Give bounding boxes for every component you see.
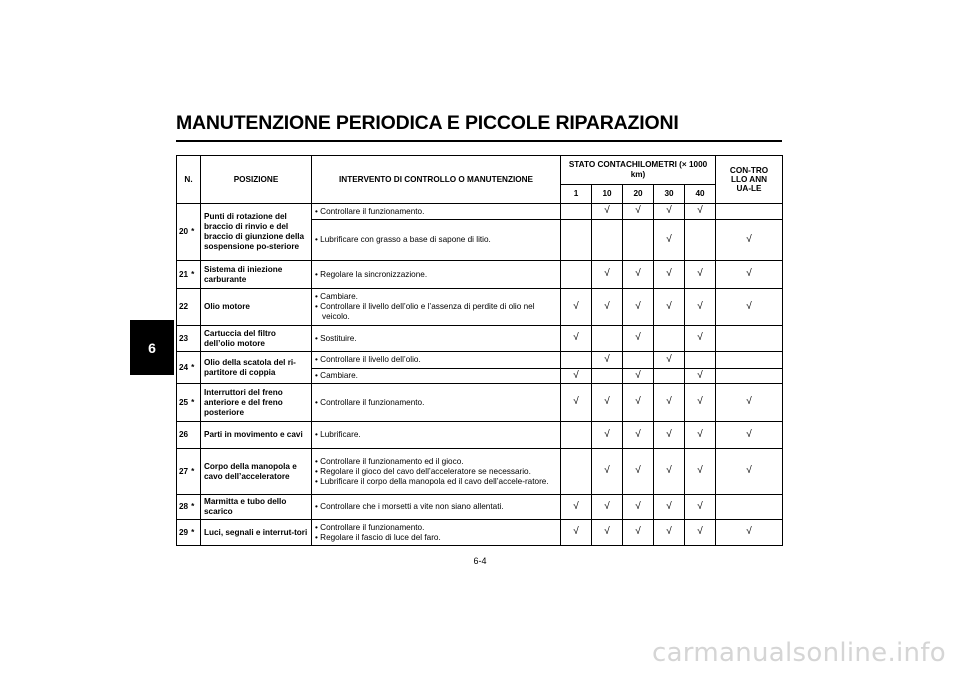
check-cell-km-1 bbox=[561, 369, 592, 384]
watermark: carmanualsonline.info bbox=[651, 638, 946, 668]
page-title: MANUTENZIONE PERIODICA E PICCOLE RIPARAZIONI bbox=[176, 112, 679, 134]
check-mark: √ bbox=[666, 268, 672, 280]
row-position: Sistema di iniezione carburante bbox=[201, 261, 312, 289]
table-row bbox=[177, 326, 783, 352]
header-annual-label: CON-TROLLO ANNUA-LE bbox=[729, 165, 769, 193]
check-cell-km-1 bbox=[561, 352, 592, 369]
check-mark: √ bbox=[666, 396, 672, 408]
check-cell-km-40 bbox=[685, 520, 716, 546]
table-row bbox=[177, 289, 783, 326]
row-number bbox=[177, 449, 201, 495]
intervention-list bbox=[315, 523, 557, 543]
check-cell-km-30 bbox=[654, 422, 685, 449]
check-cell-km-10 bbox=[592, 520, 623, 546]
row-number-label: 22 bbox=[179, 302, 189, 311]
check-mark: √ bbox=[666, 500, 672, 512]
row-intervention bbox=[312, 449, 561, 495]
check-cell-km-10 bbox=[592, 369, 623, 384]
check-mark: √ bbox=[746, 428, 752, 440]
check-cell-km-30 bbox=[654, 289, 685, 326]
intervention-item: • Controllare che i morsetti a vite non siano allentati. bbox=[315, 502, 557, 512]
check-cell-km-40 bbox=[685, 384, 716, 422]
check-cell-km-1 bbox=[561, 422, 592, 449]
row-intervention bbox=[312, 204, 561, 220]
row-intervention bbox=[312, 220, 561, 261]
check-mark: √ bbox=[635, 526, 641, 538]
check-mark: √ bbox=[635, 205, 641, 217]
row-intervention bbox=[312, 261, 561, 289]
header-posizione: POSIZIONE bbox=[201, 156, 312, 204]
row-star-marker: * bbox=[191, 397, 195, 407]
row-number-label: 29 bbox=[179, 527, 189, 537]
table-row bbox=[177, 449, 783, 495]
header-km-30: 30 bbox=[654, 185, 685, 204]
row-number bbox=[177, 261, 201, 289]
check-cell-km-20 bbox=[623, 220, 654, 261]
check-cell-km-1 bbox=[561, 449, 592, 495]
intervention-list bbox=[315, 502, 557, 512]
table-row bbox=[177, 422, 783, 449]
chapter-tab: 6 bbox=[130, 320, 174, 375]
row-position: Olio della scatola del ri-partitore di coppia bbox=[201, 352, 312, 384]
check-cell-annual bbox=[716, 520, 783, 546]
row-position: Olio motore bbox=[201, 289, 312, 326]
row-position: Parti in movimento e cavi bbox=[201, 422, 312, 449]
check-mark: √ bbox=[746, 268, 752, 280]
check-cell-km-40 bbox=[685, 261, 716, 289]
header-intervento: INTERVENTO DI CONTROLLO O MANUTENZIONE bbox=[312, 156, 561, 204]
check-mark: √ bbox=[573, 300, 579, 312]
intervention-item: • Lubrificare il corpo della manopola ed il cavo dell’accele-ratore. bbox=[315, 477, 557, 487]
table-row bbox=[177, 520, 783, 546]
check-mark: √ bbox=[604, 300, 610, 312]
row-star-marker: * bbox=[191, 502, 195, 511]
check-cell-km-20 bbox=[623, 352, 654, 369]
check-mark: √ bbox=[697, 205, 703, 217]
intervention-list bbox=[315, 334, 557, 344]
check-mark: √ bbox=[746, 300, 752, 312]
check-cell-km-10 bbox=[592, 326, 623, 352]
check-mark: √ bbox=[666, 353, 672, 365]
check-mark: √ bbox=[604, 205, 610, 217]
row-number-label: 25 bbox=[179, 397, 189, 407]
intervention-item: • Controllare il livello dell’olio e l’assenza di perdite di olio nel veicolo. bbox=[315, 302, 557, 322]
check-mark: √ bbox=[697, 332, 703, 344]
row-position: Interruttori del freno anteriore e del freno posteriore bbox=[201, 384, 312, 422]
check-cell-km-20 bbox=[623, 326, 654, 352]
check-mark: √ bbox=[635, 268, 641, 280]
header-stato: STATO CONTACHILOMETRI (× 1000 km) bbox=[561, 156, 716, 185]
check-mark: √ bbox=[666, 233, 672, 245]
check-cell-annual bbox=[716, 326, 783, 352]
intervention-list bbox=[315, 235, 557, 245]
check-mark: √ bbox=[573, 369, 579, 381]
row-number bbox=[177, 384, 201, 422]
check-cell-km-20 bbox=[623, 204, 654, 220]
intervention-item: • Controllare il funzionamento. bbox=[315, 523, 557, 533]
intervention-item: • Sostituire. bbox=[315, 334, 557, 344]
table-row bbox=[177, 495, 783, 520]
row-number bbox=[177, 352, 201, 384]
check-mark: √ bbox=[635, 369, 641, 381]
row-number-label: 21 bbox=[179, 269, 189, 279]
check-cell-annual bbox=[716, 204, 783, 220]
check-mark: √ bbox=[697, 500, 703, 512]
check-cell-annual bbox=[716, 495, 783, 520]
row-intervention bbox=[312, 369, 561, 384]
table-row bbox=[177, 204, 783, 220]
check-cell-km-1 bbox=[561, 261, 592, 289]
check-mark: √ bbox=[604, 353, 610, 365]
check-cell-km-10 bbox=[592, 220, 623, 261]
page-number: 6-4 bbox=[473, 556, 487, 566]
check-mark: √ bbox=[697, 300, 703, 312]
check-mark: √ bbox=[666, 428, 672, 440]
check-mark: √ bbox=[635, 300, 641, 312]
check-cell-km-1 bbox=[561, 384, 592, 422]
check-cell-km-10 bbox=[592, 384, 623, 422]
check-cell-annual bbox=[716, 422, 783, 449]
check-cell-annual bbox=[716, 369, 783, 384]
check-cell-km-10 bbox=[592, 261, 623, 289]
row-number-label: 26 bbox=[179, 430, 189, 439]
header-annual bbox=[716, 156, 783, 204]
check-cell-km-40 bbox=[685, 422, 716, 449]
check-cell-km-1 bbox=[561, 289, 592, 326]
check-mark: √ bbox=[573, 332, 579, 344]
check-cell-km-20 bbox=[623, 520, 654, 546]
row-number-label: 20 bbox=[179, 227, 189, 236]
row-number-label: 27 bbox=[179, 466, 189, 476]
intervention-item: • Regolare il gioco del cavo dell’acceleratore se necessario. bbox=[315, 467, 557, 477]
row-position: Cartuccia del filtro dell’olio motore bbox=[201, 326, 312, 352]
check-mark: √ bbox=[635, 396, 641, 408]
intervention-item: • Controllare il funzionamento. bbox=[315, 207, 557, 217]
check-mark: √ bbox=[604, 396, 610, 408]
check-cell-annual bbox=[716, 261, 783, 289]
check-mark: √ bbox=[635, 332, 641, 344]
check-mark: √ bbox=[635, 428, 641, 440]
check-mark: √ bbox=[746, 233, 752, 245]
check-cell-km-10 bbox=[592, 289, 623, 326]
check-cell-km-30 bbox=[654, 495, 685, 520]
check-mark: √ bbox=[573, 500, 579, 512]
check-mark: √ bbox=[635, 500, 641, 512]
check-cell-km-20 bbox=[623, 495, 654, 520]
check-cell-km-40 bbox=[685, 326, 716, 352]
check-cell-km-30 bbox=[654, 449, 685, 495]
row-star-marker: * bbox=[191, 269, 195, 279]
check-cell-km-1 bbox=[561, 520, 592, 546]
row-number bbox=[177, 289, 201, 326]
check-cell-km-40 bbox=[685, 369, 716, 384]
check-cell-km-10 bbox=[592, 449, 623, 495]
intervention-item: • Cambiare. bbox=[315, 292, 557, 302]
row-number bbox=[177, 520, 201, 546]
header-km-1: 1 bbox=[561, 185, 592, 204]
check-cell-km-10 bbox=[592, 422, 623, 449]
check-mark: √ bbox=[604, 465, 610, 477]
title-rule bbox=[176, 140, 782, 142]
check-mark: √ bbox=[666, 300, 672, 312]
row-number-label: 23 bbox=[179, 333, 189, 343]
check-cell-km-30 bbox=[654, 204, 685, 220]
check-mark: √ bbox=[697, 268, 703, 280]
intervention-list bbox=[315, 457, 557, 487]
check-cell-km-30 bbox=[654, 369, 685, 384]
header-km-20: 20 bbox=[623, 185, 654, 204]
header-n: N. bbox=[177, 156, 201, 204]
table-row bbox=[177, 384, 783, 422]
intervention-list bbox=[315, 292, 557, 322]
check-mark: √ bbox=[697, 465, 703, 477]
check-mark: √ bbox=[604, 500, 610, 512]
check-mark: √ bbox=[666, 465, 672, 477]
row-intervention bbox=[312, 422, 561, 449]
row-number bbox=[177, 204, 201, 261]
check-cell-km-40 bbox=[685, 449, 716, 495]
row-star-marker: * bbox=[191, 466, 195, 476]
row-number-label: 24 bbox=[179, 362, 189, 372]
check-cell-km-30 bbox=[654, 261, 685, 289]
check-cell-km-1 bbox=[561, 326, 592, 352]
check-cell-annual bbox=[716, 449, 783, 495]
intervention-list bbox=[315, 398, 557, 408]
check-cell-km-20 bbox=[623, 289, 654, 326]
check-cell-km-20 bbox=[623, 261, 654, 289]
header-km-40: 40 bbox=[685, 185, 716, 204]
maintenance-table bbox=[176, 155, 783, 546]
check-cell-annual bbox=[716, 352, 783, 369]
check-cell-km-10 bbox=[592, 352, 623, 369]
row-position: Punti di rotazione del braccio di rinvio e del braccio di giunzione della sospensione po-steriore bbox=[201, 204, 312, 261]
intervention-item: • Regolare la sincronizzazione. bbox=[315, 270, 557, 280]
check-mark: √ bbox=[604, 268, 610, 280]
intervention-list bbox=[315, 355, 557, 365]
row-position: Luci, segnali e interrut-tori bbox=[201, 520, 312, 546]
check-mark: √ bbox=[746, 465, 752, 477]
row-position: Corpo della manopola e cavo dell’acceleratore bbox=[201, 449, 312, 495]
check-mark: √ bbox=[746, 526, 752, 538]
check-cell-km-30 bbox=[654, 220, 685, 261]
intervention-item: • Regolare il fascio di luce del faro. bbox=[315, 533, 557, 543]
check-cell-km-20 bbox=[623, 369, 654, 384]
intervention-item: • Controllare il livello dell’olio. bbox=[315, 355, 557, 365]
check-cell-annual bbox=[716, 384, 783, 422]
check-cell-km-40 bbox=[685, 204, 716, 220]
header-km-10: 10 bbox=[592, 185, 623, 204]
check-mark: √ bbox=[573, 526, 579, 538]
check-mark: √ bbox=[666, 205, 672, 217]
check-cell-km-10 bbox=[592, 495, 623, 520]
check-cell-annual bbox=[716, 289, 783, 326]
check-cell-km-40 bbox=[685, 289, 716, 326]
check-mark: √ bbox=[697, 369, 703, 381]
row-number bbox=[177, 495, 201, 520]
check-mark: √ bbox=[697, 428, 703, 440]
row-intervention bbox=[312, 495, 561, 520]
intervention-item: • Controllare il funzionamento ed il gioco. bbox=[315, 457, 557, 467]
check-cell-km-1 bbox=[561, 220, 592, 261]
row-star-marker: * bbox=[191, 527, 195, 537]
intervention-item: • Controllare il funzionamento. bbox=[315, 398, 557, 408]
check-mark: √ bbox=[604, 428, 610, 440]
row-star-marker: * bbox=[191, 227, 195, 236]
check-cell-km-20 bbox=[623, 422, 654, 449]
intervention-item: • Lubrificare con grasso a base di sapone di litio. bbox=[315, 235, 557, 245]
check-mark: √ bbox=[635, 465, 641, 477]
check-cell-km-1 bbox=[561, 495, 592, 520]
row-intervention bbox=[312, 352, 561, 369]
check-cell-km-20 bbox=[623, 449, 654, 495]
intervention-list bbox=[315, 207, 557, 217]
row-number bbox=[177, 422, 201, 449]
intervention-list bbox=[315, 430, 557, 440]
intervention-item: • Cambiare. bbox=[315, 371, 557, 381]
check-mark: √ bbox=[746, 396, 752, 408]
row-number bbox=[177, 326, 201, 352]
row-intervention bbox=[312, 289, 561, 326]
check-cell-km-40 bbox=[685, 220, 716, 261]
check-cell-km-30 bbox=[654, 384, 685, 422]
table-row bbox=[177, 261, 783, 289]
row-number-label: 28 bbox=[179, 502, 189, 511]
intervention-list bbox=[315, 371, 557, 381]
check-cell-annual bbox=[716, 220, 783, 261]
row-intervention bbox=[312, 384, 561, 422]
check-cell-km-30 bbox=[654, 352, 685, 369]
check-cell-km-1 bbox=[561, 204, 592, 220]
row-star-marker: * bbox=[191, 362, 195, 372]
check-cell-km-20 bbox=[623, 384, 654, 422]
intervention-list bbox=[315, 270, 557, 280]
check-cell-km-40 bbox=[685, 352, 716, 369]
intervention-item: • Lubrificare. bbox=[315, 430, 557, 440]
check-cell-km-30 bbox=[654, 520, 685, 546]
check-mark: √ bbox=[697, 526, 703, 538]
row-intervention bbox=[312, 520, 561, 546]
check-mark: √ bbox=[697, 396, 703, 408]
check-mark: √ bbox=[666, 526, 672, 538]
check-cell-km-10 bbox=[592, 204, 623, 220]
row-intervention bbox=[312, 326, 561, 352]
row-position: Marmitta e tubo dello scarico bbox=[201, 495, 312, 520]
check-mark: √ bbox=[573, 396, 579, 408]
table-row bbox=[177, 352, 783, 369]
check-cell-km-40 bbox=[685, 495, 716, 520]
check-cell-km-30 bbox=[654, 326, 685, 352]
check-mark: √ bbox=[604, 526, 610, 538]
